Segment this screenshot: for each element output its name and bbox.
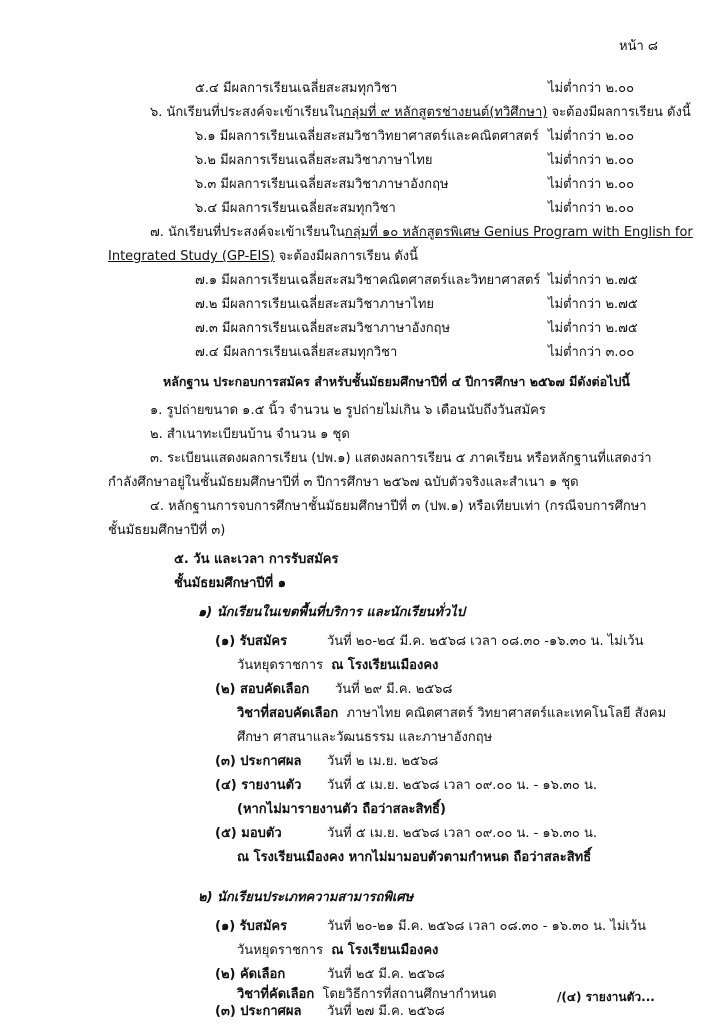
- criterion-7-3-value: ไม่ต่ำกว่า ๒.๗๕: [548, 321, 638, 336]
- g1-enroll-note: ณ โรงเรียนเมืองคง หากไม่มามอบตัวตามกำหนด ถือว่าสละสิทธิ์: [237, 850, 592, 865]
- g2-apply-label: (๑) รับสมัคร: [215, 919, 288, 934]
- evidence-item-3-line2: กำลังศึกษาอยู่ในชั้นมัธยมศึกษาปีที่ ๓ ปีการศึกษา ๒๕๖๗ ฉบับตัวจริงและสำเนา ๑ ชุด: [108, 475, 579, 490]
- group-1-heading: ๑) นักเรียนในเขตพื้นที่บริการ และนักเรียนทั่วไป: [198, 605, 466, 620]
- criterion-7-1-label: ๗.๑ มีผลการเรียนเฉลี่ยสะสมวิชาคณิตศาสตร์และวิทยาศาสตร์: [195, 273, 541, 288]
- evidence-item-1: ๑. รูปถ่ายขนาด ๑.๕ นิ้ว จำนวน ๒ รูปถ่ายไม่เกิน ๖ เดือนนับถึงวันสมัคร: [150, 403, 546, 418]
- g1-exam-subjects: [237, 705, 666, 723]
- criterion-6-3-value: ไม่ต่ำกว่า ๒.๐๐: [548, 177, 635, 192]
- group-2-heading: ๒) นักเรียนประเภทความสามารถพิเศษ: [198, 890, 414, 905]
- g2-select-label: (๒) คัดเลือก: [215, 967, 286, 982]
- g1-exam-subject-cont: ศึกษา ศาสนาและวัฒนธรรม และภาษาอังกฤษ: [237, 730, 493, 745]
- criterion-6-3-label: ๖.๓ มีผลการเรียนเฉลี่ยสะสมวิชาภาษาอังกฤษ: [195, 177, 449, 192]
- g1-enroll-label: (๕) มอบตัว: [215, 826, 282, 841]
- g1-enroll-text: วันที่ ๕ เม.ย. ๒๕๖๘ เวลา ๐๙.๐๐ น. - ๑๖.๓๐ น.: [327, 826, 598, 841]
- g1-apply-cont: [237, 657, 438, 675]
- criterion-7-3-label: ๗.๓ มีผลการเรียนเฉลี่ยสะสมวิชาภาษาอังกฤษ: [195, 321, 451, 336]
- evidence-item-3-line1: ๓. ระเบียนแสดงผลการเรียน (ปพ.๑) แสดงผลการเรียน ๕ ภาคเรียน หรือหลักฐานที่แสดงว่า: [150, 451, 652, 466]
- g1-exam-subject-label: วิชาที่สอบคัดเลือก: [237, 706, 339, 721]
- criterion-6-1-value: ไม่ต่ำกว่า ๒.๐๐: [548, 129, 635, 144]
- section-6-post: จะต้องมีผลการเรียน ดังนี้: [547, 105, 691, 120]
- evidence-item-4-line2: ชั้นมัธยมศึกษาปีที่ ๓): [108, 523, 226, 538]
- evidence-item-2: ๒. สำเนาทะเบียนบ้าน จำนวน ๑ ชุด: [150, 427, 350, 442]
- g1-announce-text: วันที่ ๒ เม.ย. ๒๕๖๘: [327, 754, 439, 769]
- g2-select-text: วันที่ ๒๕ มี.ค. ๒๕๖๘: [327, 967, 445, 982]
- g1-report-text: วันที่ ๕ เม.ย. ๒๕๖๘ เวลา ๐๙.๐๐ น. - ๑๖.๓๐ น.: [327, 778, 598, 793]
- criterion-7-2-value: ไม่ต่ำกว่า ๒.๗๕: [548, 297, 638, 312]
- g1-apply-text: วันที่ ๒๐-๒๔ มี.ค. ๒๕๖๘ เวลา ๐๘.๓๐ -๑๖.๓๐ น. ไม่เว้น: [327, 634, 644, 649]
- criterion-6-4-value: ไม่ต่ำกว่า ๒.๐๐: [548, 201, 635, 216]
- criterion-6-1-label: ๖.๑ มีผลการเรียนเฉลี่ยสะสมวิชาวิทยาศาสตร์และคณิตศาสตร์: [195, 129, 539, 144]
- criterion-7-2-label: ๗.๒ มีผลการเรียนเฉลี่ยสะสมวิชาภาษาไทย: [195, 297, 435, 312]
- criterion-5-4-value: ไม่ต่ำกว่า ๒.๐๐: [548, 81, 635, 96]
- g1-announce-label: (๓) ประกาศผล: [215, 754, 302, 769]
- evidence-item-4-line1: ๔. หลักฐานการจบการศึกษาชั้นมัธยมศึกษาปีที่ ๓ (ปพ.๑) หรือเทียบเท่า (กรณีจบการศึกษา: [150, 499, 647, 514]
- section-6-intro: [150, 104, 691, 122]
- section-6-group-name: กลุ่มที่ ๙ หลักสูตรช่างยนต์(ทวิศึกษา): [343, 105, 548, 120]
- section-7-post: จะต้องมีผลการเรียน ดังนี้: [274, 249, 419, 264]
- section-6-pre: ๖. นักเรียนที่ประสงค์จะเข้าเรียนใน: [150, 105, 344, 120]
- section-7-intro-line2: [108, 248, 418, 266]
- page-number: หน้า ๘: [619, 39, 658, 54]
- criterion-6-2-value: ไม่ต่ำกว่า ๒.๐๐: [548, 153, 635, 168]
- section-7-intro-line1: [150, 224, 693, 242]
- criterion-6-4-label: ๖.๔ มีผลการเรียนเฉลี่ยสะสมทุกวิชา: [195, 201, 396, 216]
- section-7-group-name-1: กลุ่มที่ ๑๐ หลักสูตรพิเศษ Genius Program with English for: [344, 225, 693, 240]
- g2-announce-label: (๓) ประกาศผล: [215, 1004, 302, 1019]
- g2-announce-text: วันที่ ๒๗ มี.ค. ๒๕๖๘: [327, 1004, 445, 1019]
- g2-apply-holiday: วันหยุดราชการ: [237, 943, 324, 958]
- evidence-heading: หลักฐาน ประกอบการสมัคร สำหรับชั้นมัธยมศึกษาปีที่ ๔ ปีการศึกษา ๒๕๖๗ มีดังต่อไปนี้: [163, 374, 630, 389]
- g2-select-subject-text: โดยวิธีการที่สถานศึกษากำหนด: [322, 987, 497, 1002]
- section-7-pre: ๗. นักเรียนที่ประสงค์จะเข้าเรียนใน: [150, 225, 345, 240]
- criterion-7-4-label: ๗.๔ มีผลการเรียนเฉลี่ยสะสมทุกวิชา: [195, 345, 398, 360]
- criterion-7-1-value: ไม่ต่ำกว่า ๒.๗๕: [548, 273, 638, 288]
- criterion-6-2-label: ๖.๒ มีผลการเรียนเฉลี่ยสะสมวิชาภาษาไทย: [195, 153, 433, 168]
- g2-apply-place: ณ โรงเรียนเมืองคง: [331, 943, 439, 958]
- continuation-marker: /(๔) รายงานตัว...: [557, 990, 655, 1004]
- g2-apply-cont: [237, 942, 438, 960]
- g2-apply-text: วันที่ ๒๐-๒๑ มี.ค. ๒๕๖๘ เวลา ๐๘.๓๐ - ๑๖.๓๐ น. ไม่เว้น: [327, 919, 647, 934]
- g1-exam-subject-text: ภาษาไทย คณิตศาสตร์ วิทยาศาสตร์และเทคโนโลยี สังคม: [346, 706, 667, 721]
- g1-exam-label: (๒) สอบคัดเลือก: [215, 682, 310, 697]
- g1-apply-holiday: วันหยุดราชการ: [237, 658, 324, 673]
- g1-apply-label: (๑) รับสมัคร: [215, 634, 288, 649]
- g1-report-note: (หากไม่มารายงานตัว ถือว่าสละสิทธิ์): [237, 802, 446, 817]
- grade-1-heading: ชั้นมัธยมศึกษาปีที่ ๑: [174, 576, 286, 591]
- g1-exam-text: วันที่ ๒๙ มี.ค. ๒๕๖๘: [335, 682, 453, 697]
- g1-report-label: (๔) รายงานตัว: [215, 778, 302, 793]
- section-7-group-name-2: Integrated Study (GP-EIS): [108, 249, 275, 264]
- g2-select-subject-label: วิชาที่คัดเลือก: [237, 987, 315, 1002]
- g1-apply-place: ณ โรงเรียนเมืองคง: [331, 658, 439, 673]
- criterion-7-4-value: ไม่ต่ำกว่า ๓.๐๐: [548, 345, 635, 360]
- g2-select-subjects: [237, 986, 497, 1004]
- section-5-heading: ๕. วัน และเวลา การรับสมัคร: [174, 552, 339, 567]
- criterion-5-4-label: ๕.๔ มีผลการเรียนเฉลี่ยสะสมทุกวิชา: [195, 81, 398, 96]
